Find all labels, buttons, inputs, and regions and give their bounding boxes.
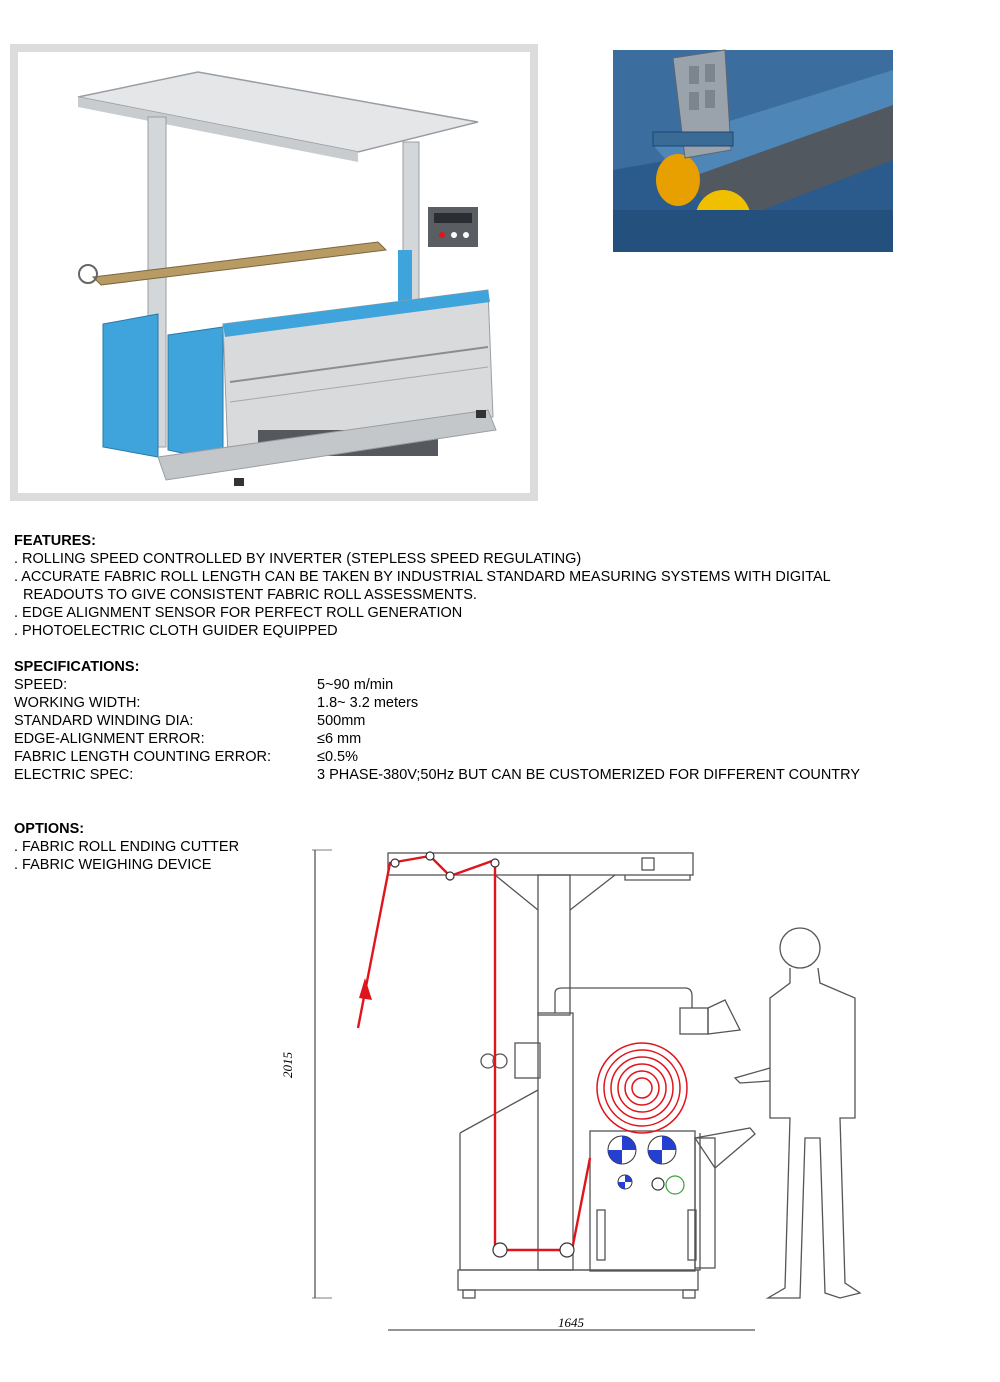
spec-row-length-error — [14, 748, 914, 766]
machine-photo-frame — [10, 44, 538, 501]
height-dimension-label: 2015 — [280, 1052, 295, 1078]
roller-closeup-photo — [613, 50, 893, 252]
spec-label: SPEED: — [14, 677, 68, 693]
spec-label: EDGE-ALIGNMENT ERROR: — [14, 731, 205, 747]
feature-item: . EDGE ALIGNMENT SENSOR FOR PERFECT ROLL GENERATION — [14, 605, 463, 621]
spec-value: ≤6 mm — [317, 731, 362, 747]
sensor-roller — [666, 1176, 684, 1194]
winding-roller — [608, 1136, 636, 1164]
machine-illustration — [18, 52, 530, 493]
option-item: . FABRIC WEIGHING DEVICE — [14, 857, 212, 873]
technical-drawing — [280, 838, 900, 1348]
feature-item: . ROLLING SPEED CONTROLLED BY INVERTER (STEPLESS SPEED REGULATING) — [14, 551, 582, 567]
winding-roller — [648, 1136, 676, 1164]
spec-value: 3 PHASE-380V;50Hz BUT CAN BE CUSTOMERIZED FOR DIFFERENT COUNTRY — [317, 767, 861, 783]
spec-row-edge-alignment — [14, 730, 914, 748]
spec-label: ELECTRIC SPEC: — [14, 767, 134, 783]
spec-row-working-width — [14, 694, 914, 712]
feature-item: . ACCURATE FABRIC ROLL LENGTH CAN BE TAKEN BY INDUSTRIAL STANDARD MEASURING SYSTEMS WITH DIGITAL — [14, 569, 831, 585]
features-heading: FEATURES: — [14, 533, 96, 549]
spec-value: ≤0.5% — [317, 749, 359, 765]
width-dimension-label: 1645 — [558, 1315, 584, 1330]
spec-label: WORKING WIDTH: — [14, 695, 141, 711]
fabric-direction-arrow — [359, 978, 372, 1000]
spec-value: 500mm — [317, 713, 366, 729]
spec-value: 1.8~ 3.2 meters — [317, 695, 419, 711]
machine-photo — [18, 52, 530, 493]
side-view-drawing — [280, 838, 900, 1348]
roller-illustration — [613, 50, 893, 252]
specifications-heading: SPECIFICATIONS: — [14, 659, 140, 675]
options-section — [14, 820, 239, 874]
spec-value: 5~90 m/min — [317, 677, 394, 693]
feature-item: . PHOTOELECTRIC CLOTH GUIDER EQUIPPED — [14, 623, 338, 639]
specifications-section — [14, 658, 914, 784]
feature-item-continued: READOUTS TO GIVE CONSISTENT FABRIC ROLL ASSESSMENTS. — [23, 587, 477, 603]
option-item: . FABRIC ROLL ENDING CUTTER — [14, 839, 240, 855]
spec-row-speed — [14, 676, 914, 694]
spec-label: FABRIC LENGTH COUNTING ERROR: — [14, 749, 271, 765]
features-section — [14, 532, 831, 640]
spec-label: STANDARD WINDING DIA: — [14, 713, 194, 729]
spec-row-electric — [14, 766, 914, 784]
options-heading: OPTIONS: — [14, 821, 85, 837]
guide-roller — [618, 1175, 632, 1189]
spec-row-winding-dia — [14, 712, 914, 730]
